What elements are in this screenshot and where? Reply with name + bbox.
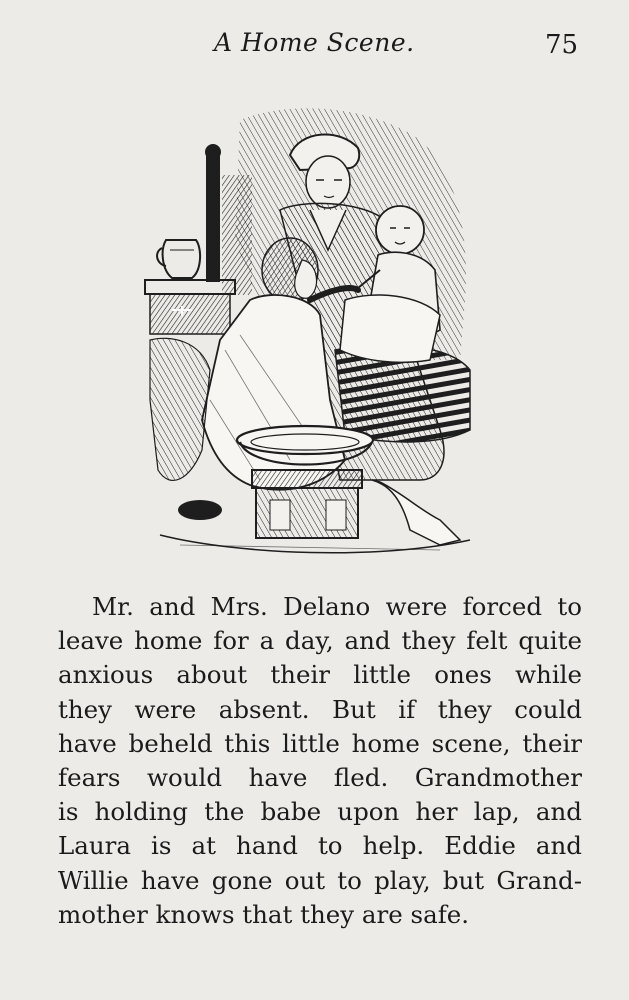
text-line: Willie have gone out to play, but Grand- (58, 865, 582, 895)
text-line: Mr. and Mrs. Delano were forced to (92, 592, 582, 621)
text-line: anxious about their little ones while (58, 660, 582, 690)
text-line: is holding the babe upon her lap, and (58, 797, 582, 827)
text-line: Laura is at hand to help. Eddie and (58, 831, 582, 861)
page-number: 75 (545, 30, 579, 60)
running-title: A Home Scene. (214, 28, 415, 57)
engraving-grandmother-baby-girl-icon (140, 100, 475, 560)
text-line: they were absent. But if they could (58, 694, 582, 724)
text-line: leave home for a day, and they felt quite (58, 626, 582, 656)
illustration (140, 100, 475, 560)
text-line: mother knows that they are safe. (58, 899, 470, 929)
body-paragraph (58, 590, 582, 932)
text-line: have beheld this little home scene, their (58, 728, 582, 758)
text-line: fears would have fled. Grandmother (58, 762, 582, 792)
running-head (0, 24, 629, 64)
